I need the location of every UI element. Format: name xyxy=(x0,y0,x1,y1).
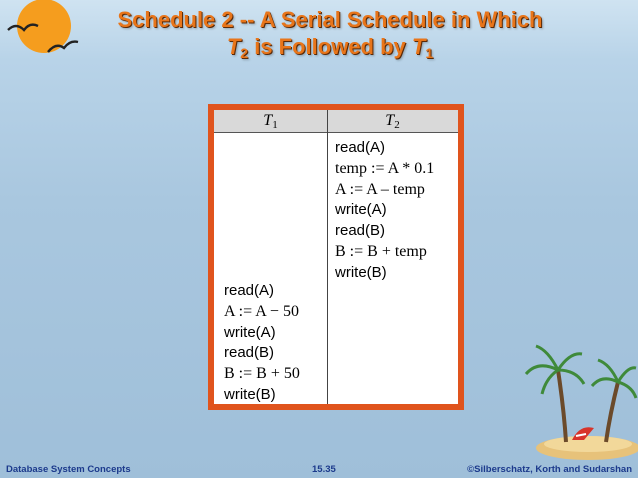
t2-op: read(B) xyxy=(335,222,386,240)
column-divider xyxy=(327,110,328,404)
table-header xyxy=(214,110,458,133)
t1-op: B := B + 50 xyxy=(224,365,300,383)
title-line-1: Schedule 2 -- A Serial Schedule in Which xyxy=(117,7,543,32)
title-t2: T xyxy=(226,34,241,59)
title-t1-sub: 1 xyxy=(425,45,434,61)
t2-op: read(A) xyxy=(335,139,386,156)
t1-op: read(B) xyxy=(224,344,275,362)
t1-op: read(A) xyxy=(224,282,275,299)
t2-op: B := B + temp xyxy=(335,242,427,260)
header-t2: $T_2$ xyxy=(385,112,400,131)
header-t1: $T_1$ xyxy=(263,112,278,131)
t1-op: write(A) xyxy=(224,323,276,341)
t2-op: A := A – temp xyxy=(335,180,425,198)
t2-op: write(A) xyxy=(335,201,387,219)
footer-course: Database System Concepts xyxy=(6,464,131,475)
t1-op: write(B) xyxy=(224,385,276,403)
t1-operations xyxy=(224,281,300,406)
title-t2-sub: 2 xyxy=(240,45,249,61)
title-t1: T xyxy=(411,34,426,59)
footer-copyright: ©Silberschatz, Korth and Sudarshan xyxy=(467,464,632,475)
schedule-table-frame xyxy=(208,104,464,410)
t2-op: write(B) xyxy=(335,263,387,281)
slide-title xyxy=(60,6,600,60)
palm-island-icon xyxy=(518,330,638,460)
title-line-2 xyxy=(60,33,600,60)
schedule-table xyxy=(214,110,458,404)
title-mid: is Followed by xyxy=(248,34,412,59)
slide-footer xyxy=(0,460,638,478)
t1-op: A := A − 50 xyxy=(224,302,299,320)
footer-page-number: 15.35 xyxy=(312,464,336,475)
t2-operations xyxy=(335,138,434,284)
t2-op: temp := A * 0.1 xyxy=(335,159,435,177)
